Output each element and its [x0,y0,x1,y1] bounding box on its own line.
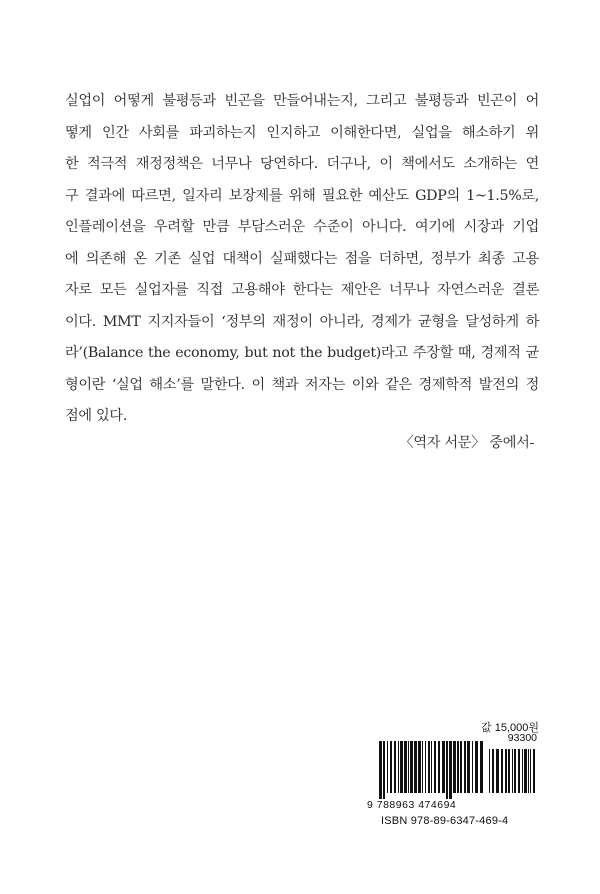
barcode-bar [522,749,523,793]
ean-digits: 9 788963 474694 [367,799,457,811]
barcode-bar [505,749,507,793]
barcode-bar [480,741,483,793]
barcode-bar [408,741,409,793]
passage-line: 한 적극적 재정정책은 너무나 당연하다. 더구나, 이 책에서도 소개하는 연 [65,156,539,172]
barcode-bar [438,741,440,793]
addon-digits: 93300 [507,732,537,744]
back-cover-passage [65,86,539,433]
barcode-bar [387,741,388,793]
barcode-bar [518,749,520,793]
barcode-bar [533,749,535,793]
barcode-block [367,719,539,829]
barcode-bar [453,741,456,793]
barcode-main-icon [379,741,485,799]
barcode-bar [501,749,503,793]
barcode-bar [422,741,423,793]
isbn-label: ISBN 978-89-6347-469-4 [381,815,509,827]
barcode-bar [379,741,382,799]
barcode-bar [449,741,452,799]
price-label: 값 15,000원 [481,722,539,734]
barcode-addon-icon [489,749,537,799]
passage-line: 라’(Balance the economy, but not the budget)라고 주장할 때, 경제적 균 [65,345,539,361]
barcode-bar [428,741,430,793]
barcode-bar [457,741,459,793]
barcode-bar [530,749,531,793]
barcode-bar [431,741,432,793]
barcode-bar [524,749,527,793]
passage-line: 에 의존해 온 기존 실업 대책이 실패했다는 점을 더하면, 정부가 최종 고용 [65,250,539,267]
barcode-bar [414,741,417,793]
barcode-bar [496,749,499,793]
barcode-bar [514,749,516,793]
passage-line: 자로 모든 실업자를 직접 고용해야 한다는 제안은 너무나 자연스러운 결론 [65,282,539,298]
barcode-bar [492,749,494,793]
barcode-bar [383,741,385,799]
passage-line: 점에 있다. [65,408,128,424]
barcode-bar [434,741,436,793]
quote-source: 〈역자 서문〉 중에서- [399,435,534,451]
barcode-bar [398,741,399,793]
passage-line: 실업이 어떻게 불평등과 빈곤을 만들어내는지, 그리고 불평등과 빈곤이 어 [65,93,539,109]
barcode-bar [425,741,426,793]
barcode-bar [464,741,466,793]
barcode-bar [475,741,478,793]
passage-line: 형이란 ‘실업 해소’를 말한다. 이 책과 저자는 이와 같은 경제학적 발전의 정 [65,376,539,393]
barcode-bar [418,741,421,793]
passage-line: 떻게 인간 사회를 파괴하는지 인지하고 이해한다면, 실업을 해소하기 위 [65,124,539,141]
barcode-bar [467,741,470,793]
barcode-bar [442,741,445,793]
passage-line: 인플레이션을 우려할 만큼 부담스러운 수준이 아니다. 여기에 시장과 기업 [65,219,539,235]
barcode-bar [460,741,462,793]
barcode-bar [400,741,403,793]
barcode-bar [446,741,448,799]
barcode-bar [512,749,513,793]
barcode-bar [394,741,396,793]
barcode-bar [472,741,473,793]
barcode-bar [390,741,392,793]
passage-line: 이다. MMT 지지자들이 ‘정부의 재정이 아니라, 경제가 균형을 달성하게 하 [65,313,539,330]
barcode-bar [489,749,490,793]
barcode-bar [508,749,510,793]
barcode-bar [410,741,413,793]
barcode-bar [528,749,529,793]
passage-line: 구 결과에 따르면, 일자리 보장제를 위해 필요한 예산도 GDP의 1~1.5%로, [65,187,539,204]
barcode-bar [404,741,407,793]
